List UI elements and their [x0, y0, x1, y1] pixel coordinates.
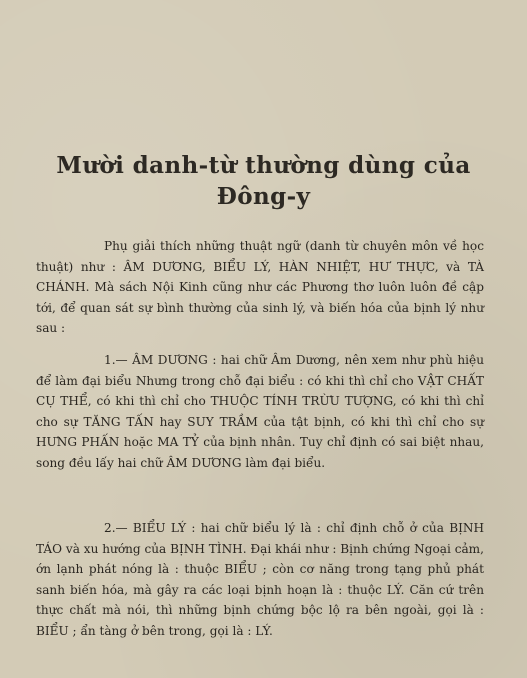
item-2-text: 2.— BIỂU LÝ : hai chữ biểu lý là : chỉ định chỗ ở của BỊNH TÁO và xu hướng của BỊNH TÌNH. Đại khái như : Bịnh chứng Ngoại cảm, ớn lạnh phát nóng là : thuộc BIỂU ; còn cơ năng trong tạng phủ phát sanh biến hóa, mà gây ra các loại bịnh hoạn là : thuộc LÝ. Căn cứ trên thực chất mà nói, thì những bịnh chứng bộc lộ ra bên ngoài, gọi là : BIỂU ; ẩn tàng ở bên trong, gọi là : LÝ. — [36, 521, 484, 638]
chapter-title-line-1: Mười danh-từ thường dùng của — [56, 152, 471, 179]
item-1-text: 1.— ÂM DƯƠNG : hai chữ Âm Dương, nên xem như phù hiệu để làm đại biểu Nhưng trong chỗ đại biểu : có khi thì chỉ cho VẬT CHẤT CỤ THỂ, có khi thì chỉ cho THUỘC TÍNH TRỪU TƯỢNG, có khi thì chỉ cho sự TĂNG TẤN hay SUY TRẦM của tật bịnh, có khi thì chỉ cho sự HƯNG PHẤN hoặc MA TỶ của bịnh nhân. Tuy chỉ định có sai biệt nhau, song đều lấy hai chữ ÂM DƯƠNG làm đại biểu. — [36, 353, 484, 470]
item-1-am-duong — [36, 350, 484, 473]
intro-paragraph-text: Phụ giải thích những thuật ngữ (danh từ chuyên môn về học thuật) như : ÂM DƯƠNG, BIỂU LÝ, HÀN NHIỆT, HƯ THỰC, và TÀ CHÁNH. Mà sách Nội Kinh cũng như các Phương thơ luôn luôn đề cập tới, để quan sát sự bình thường của sinh lý, và biến hóa của bịnh lý như sau : — [36, 239, 484, 335]
chapter-title — [0, 150, 527, 212]
intro-paragraph — [36, 236, 484, 339]
item-2-bieu-ly — [36, 518, 484, 641]
chapter-title-line-2: Đông-y — [216, 183, 311, 210]
